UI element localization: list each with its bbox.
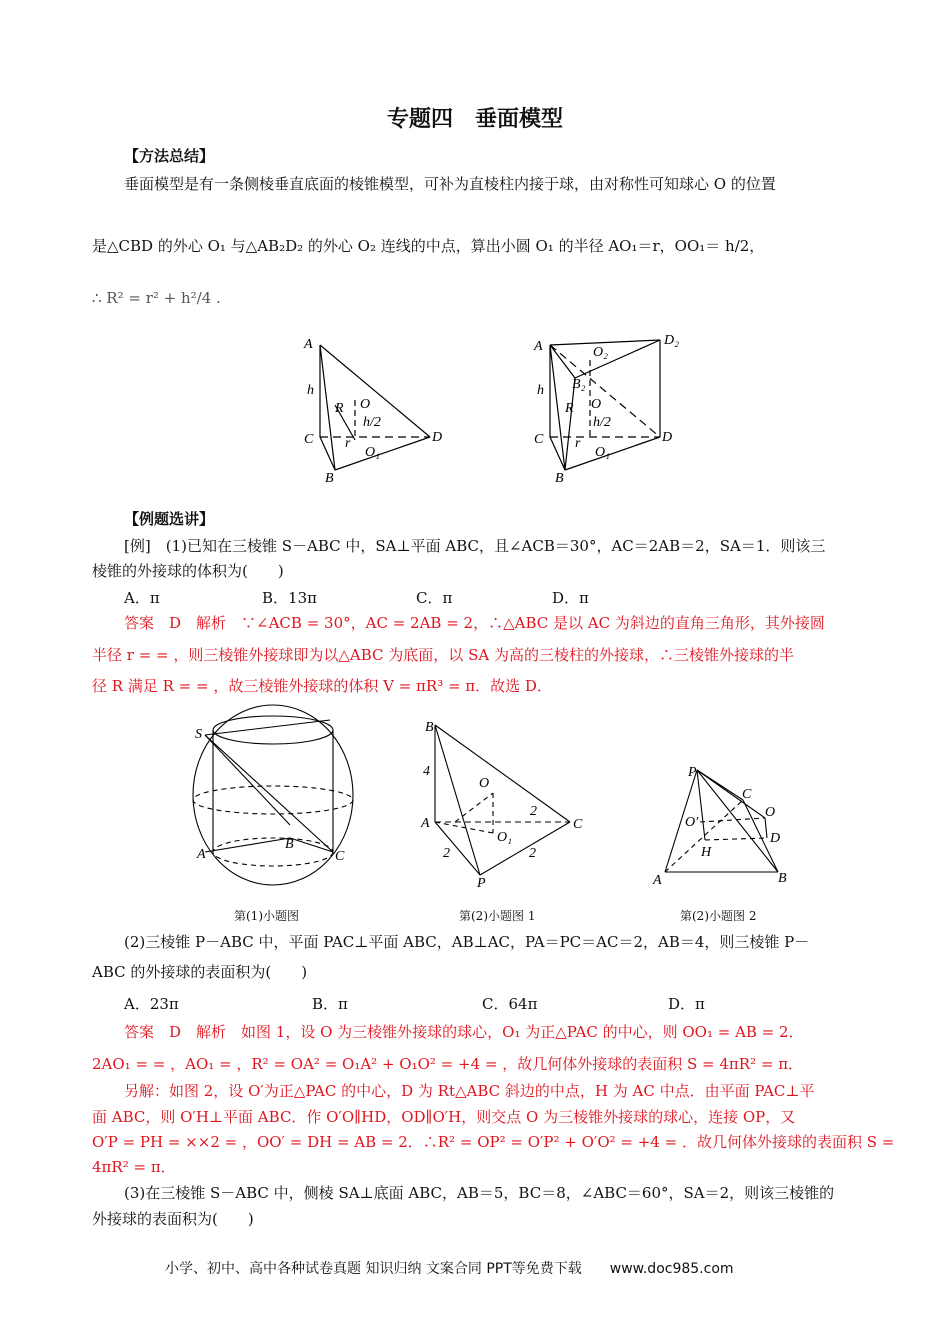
label-O1: O₁ <box>595 445 610 460</box>
label-P: P <box>688 765 697 780</box>
a2-text-6: 4πR² = π． <box>92 1158 176 1176</box>
caption-fig2-1: 第(2)小题图 1 <box>459 909 536 923</box>
q1-option-d: D．π <box>552 589 589 607</box>
a2-text-1: 答案 D 解析 如图 1，设 O 为三棱锥外接球的球心，O₁ 为正△PAC 的中心，则 OO₁ = AB = 2． <box>124 1023 804 1041</box>
label-S: S <box>195 727 202 742</box>
q2-option-a: A．23π <box>124 995 179 1013</box>
label-A: A <box>534 339 543 354</box>
pyramid-figure <box>295 330 455 490</box>
q1-option-b: B．13π <box>262 589 317 607</box>
q2-text-1: (2)三棱锥 P－ABC 中，平面 PAC⊥平面 ABC，AB⊥AC，PA＝PC＝AC＝2，AB＝4，则三棱锥 P－ <box>124 933 810 951</box>
prism-figure <box>525 330 695 490</box>
label-D2: D₂ <box>664 333 679 348</box>
label-B2: B₂ <box>572 377 586 392</box>
q2-option-c: C．64π <box>482 995 538 1013</box>
label-O: O <box>765 805 776 820</box>
label-H: H <box>701 845 712 860</box>
label-D: D <box>770 831 781 846</box>
label-r: r <box>575 436 581 451</box>
sphere-cylinder-figure <box>185 700 365 890</box>
label-O: O <box>479 776 490 791</box>
a2-text-2: 2AO₁ = = ，AO₁ = ，R² = OA² = O₁A² + O₁O² = +4 = ，故几何体外接球的表面积 S = 4πR² = π． <box>92 1055 804 1073</box>
label-h2: h/2 <box>593 415 611 430</box>
q2-option-d: D．π <box>668 995 705 1013</box>
a1-text-2: 半径 r = = ，则三棱锥外接球即为以△ABC 为底面，以 SA 为高的三棱柱的外接球，∴三棱锥外接球的半 <box>92 646 794 664</box>
q1-option-c: C．π <box>416 589 453 607</box>
label-A: A <box>197 847 206 862</box>
label-A: A <box>653 873 662 888</box>
label-D: D <box>662 430 673 445</box>
q3-text-2: 外接球的表面积为( ) <box>92 1210 254 1228</box>
label-A: A <box>304 337 313 352</box>
label-R: R <box>565 401 574 416</box>
label-4: 4 <box>423 764 430 779</box>
label-O: O <box>591 397 602 412</box>
q3-text-1: (3)在三棱锥 S－ABC 中，侧棱 SA⊥底面 ABC，AB＝5，BC＝8，∠ABC＝60°，SA＝2，则该三棱锥的 <box>124 1184 835 1202</box>
label-C: C <box>534 432 544 447</box>
examples-heading: 【例题选讲】 <box>124 510 215 528</box>
label-h: h <box>307 383 314 398</box>
q1-text-2: 棱锥的外接球的体积为( ) <box>92 562 284 580</box>
method-formula: ∴ R² = r² + h²/4 . <box>92 289 221 307</box>
label-O1: O₁ <box>497 830 512 845</box>
label-C: C <box>742 787 752 802</box>
label-O1: O₁ <box>365 445 380 460</box>
caption-fig2-2: 第(2)小题图 2 <box>680 909 757 923</box>
a1-text-1: 答案 D 解析 ∵∠ACB = 30°，AC = 2AB = 2，∴△ABC 是以 AC 为斜边的直角三角形，其外接圆 <box>124 614 825 632</box>
label-2: 2 <box>529 846 536 861</box>
label-B: B <box>555 471 564 486</box>
method-text-2: 是△CBD 的外心 O₁ 与△AB₂D₂ 的外心 O₂ 连线的中点，算出小圆 O₁ 的半径 AO₁＝r，OO₁＝ h/2， <box>92 237 765 255</box>
a2-text-4: 面 ABC，则 O′H⊥平面 ABC．作 O′O∥HD，OD∥O′H，则交点 O 为三棱锥外接球的球心，连接 OP，又 <box>92 1108 796 1126</box>
footer-banner: 小学、初中、高中各种试卷真题 知识归纳 文案合同 PPT等免费下载 www.doc985.com <box>165 1261 734 1277</box>
q2-text-2: ABC 的外接球的表面积为( ) <box>92 963 308 981</box>
a1-text-3: 径 R 满足 R = = ，故三棱锥外接球的体积 V = πR³ = π．故选 D． <box>92 677 552 695</box>
q2-option-b: B．π <box>312 995 348 1013</box>
method-heading: 【方法总结】 <box>124 147 215 165</box>
label-B: B <box>325 471 334 486</box>
label-2: 2 <box>530 804 537 819</box>
label-B: B <box>425 720 434 735</box>
pyramid-figure-2 <box>415 715 595 895</box>
label-C: C <box>304 432 314 447</box>
label-O: O <box>360 397 371 412</box>
label-O-prime: O′ <box>685 815 699 830</box>
method-text-1: 垂面模型是有一条侧棱垂直底面的棱锥模型，可补为直棱柱内接于球，由对称性可知球心 O 的位置 <box>124 175 776 193</box>
label-O2: O₂ <box>593 345 608 360</box>
label-B: B <box>778 871 787 886</box>
label-D: D <box>432 430 443 445</box>
label-P: P <box>477 876 486 891</box>
label-B: B <box>285 837 294 852</box>
label-h2: h/2 <box>363 415 381 430</box>
label-2: 2 <box>443 846 450 861</box>
page-title: 专题四 垂面模型 <box>386 107 563 132</box>
label-C: C <box>335 849 345 864</box>
label-h: h <box>537 383 544 398</box>
q1-text-1: [例] (1)已知在三棱锥 S－ABC 中，SA⊥平面 ABC，且∠ACB＝30°，AC＝2AB＝2，SA＝1．则该三 <box>124 537 826 555</box>
a2-text-3: 另解：如图 2，设 O′为正△PAC 的中心，D 为 Rt△ABC 斜边的中点，H 为 AC 中点．由平面 PAC⊥平 <box>124 1082 815 1100</box>
q1-option-a: A．π <box>124 589 160 607</box>
pyramid-figure-3 <box>645 760 805 890</box>
caption-fig1: 第(1)小题图 <box>234 909 299 923</box>
label-R: R <box>335 401 344 416</box>
a2-text-5: O′P = PH = ××2 = ，OO′ = DH = AB = 2．∴R² = OP² = O′P² + O′O² = +4 = ．故几何体外接球的表面积 S = <box>92 1133 895 1151</box>
label-C: C <box>573 817 583 832</box>
label-A: A <box>421 816 430 831</box>
label-r: r <box>345 436 351 451</box>
